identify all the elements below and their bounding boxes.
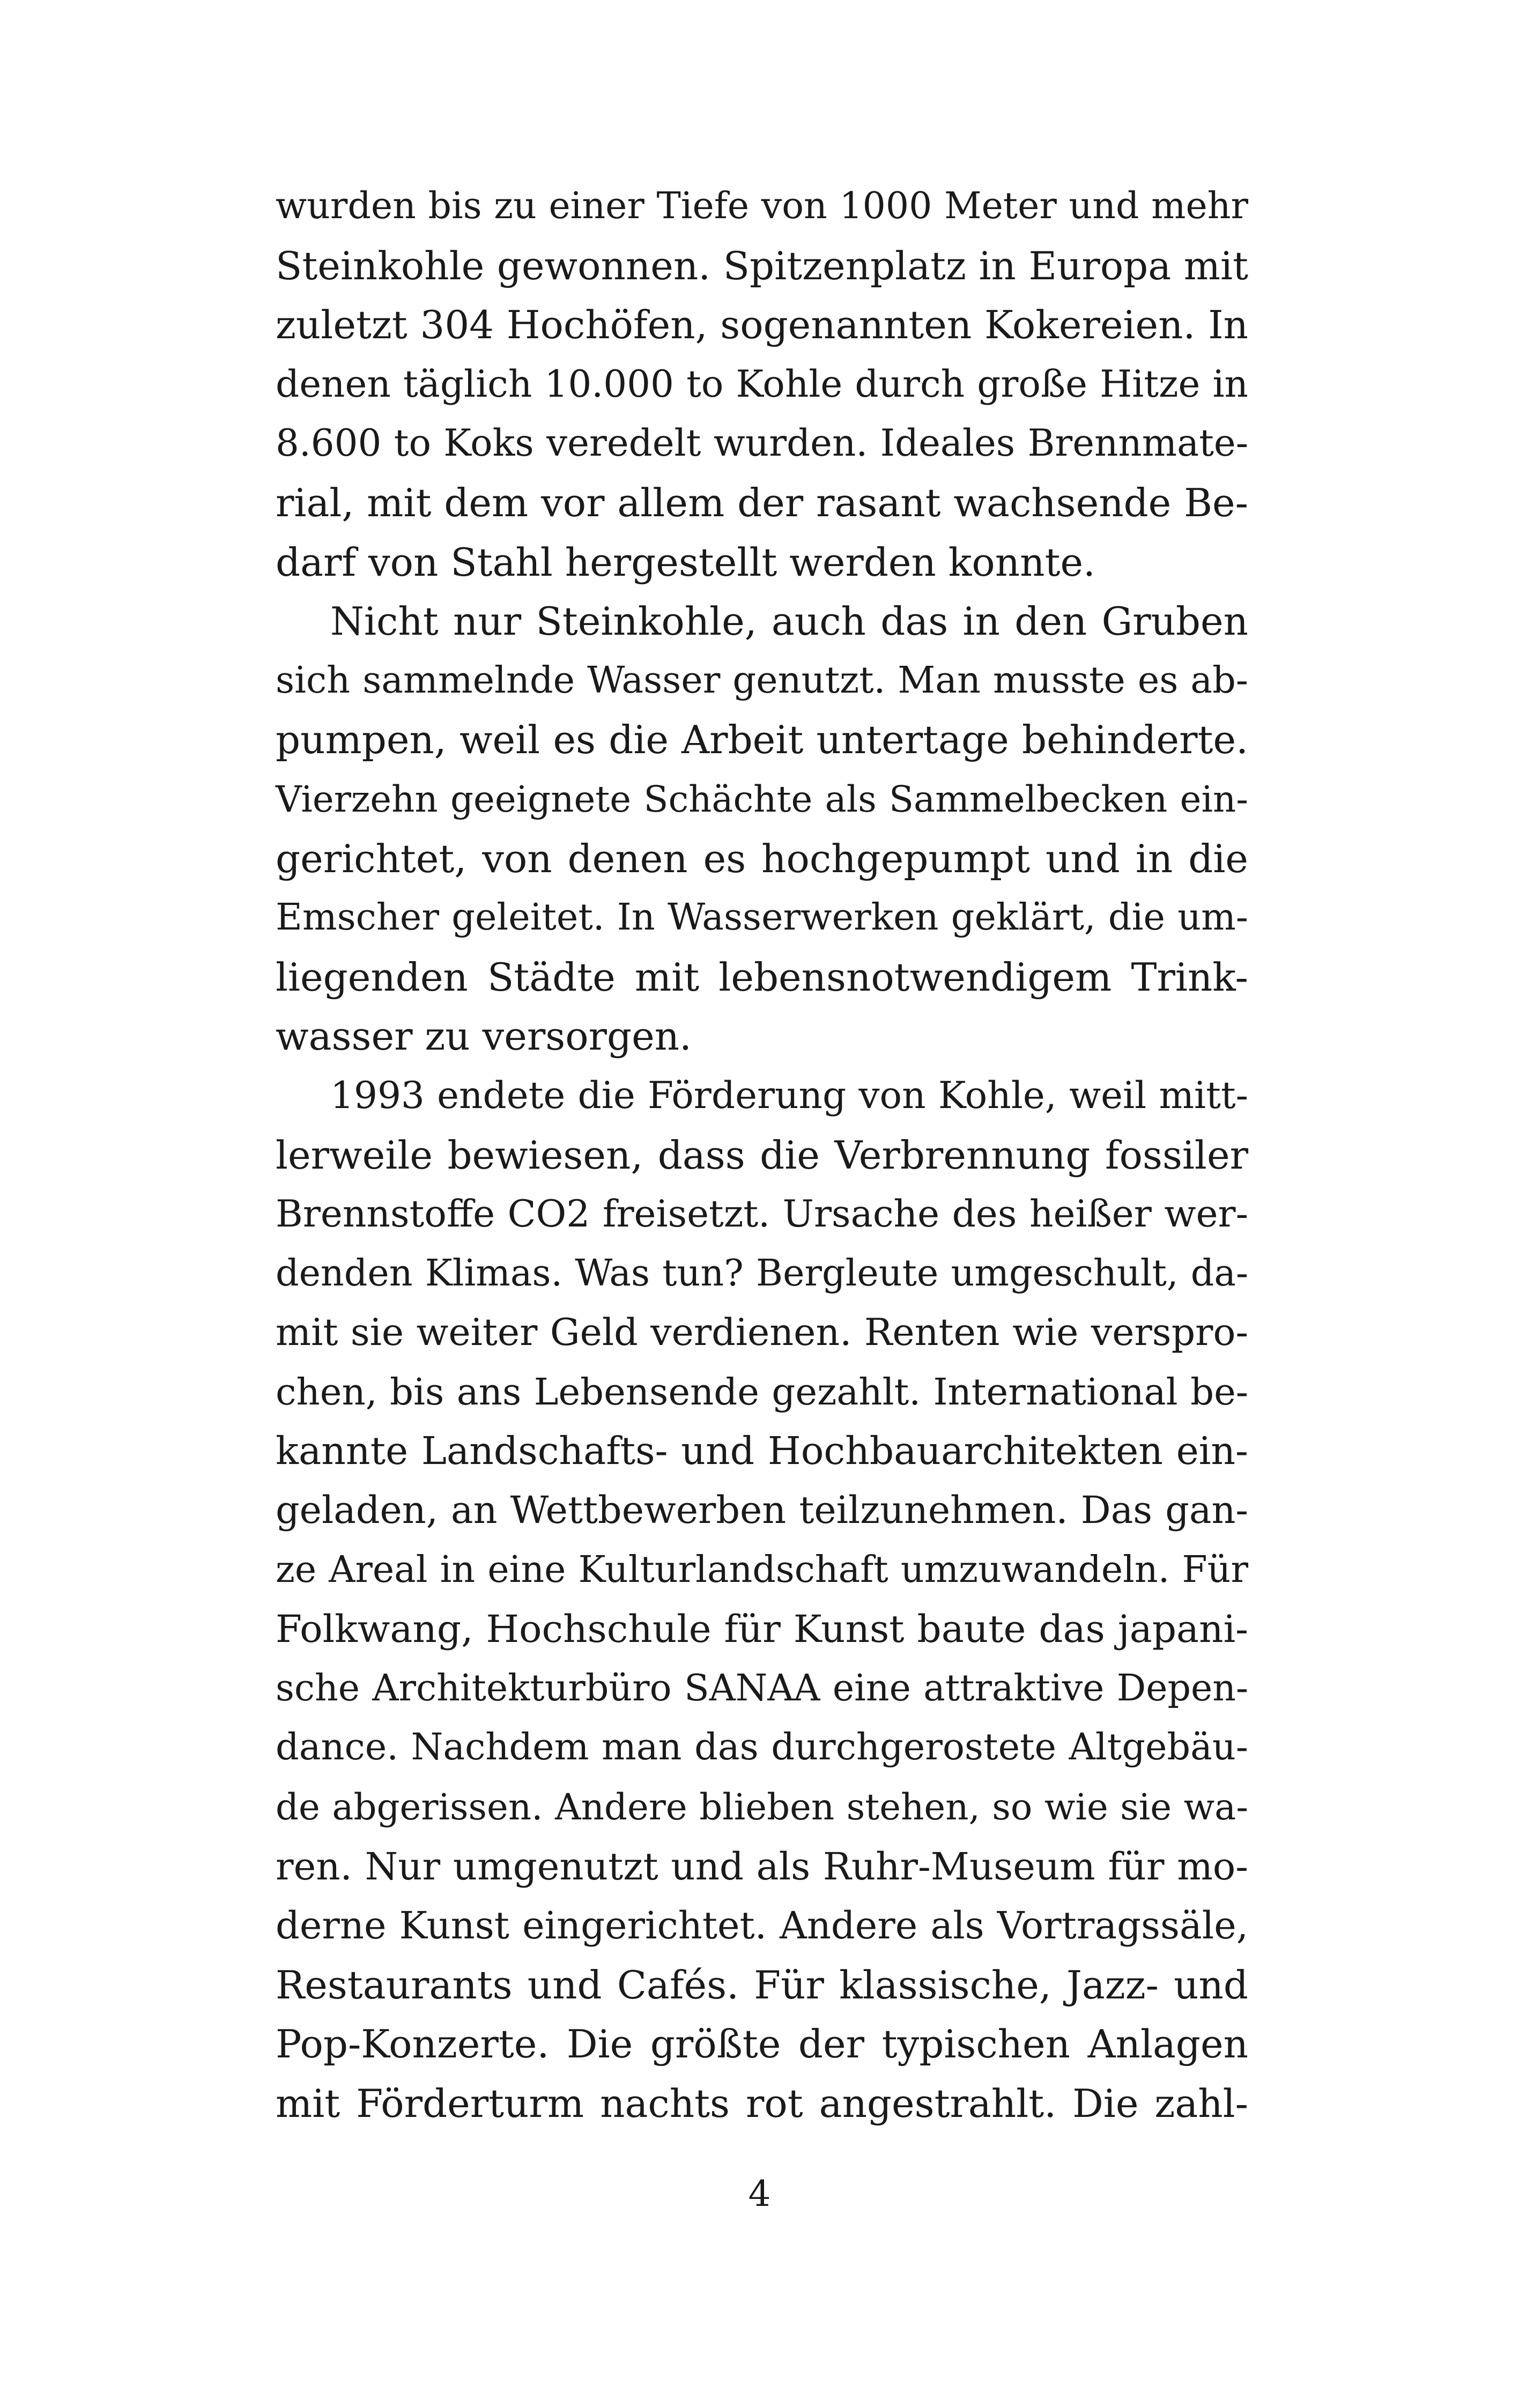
text-line: Steinkohle gewonnen. Spitzenplatz in Europa mit: [276, 243, 1248, 288]
text-line: pumpen, weil es die Arbeit untertage behinderte.: [276, 717, 1248, 763]
text-line: Pop-Konzerte. Die größte der typischen Anlagen: [276, 2021, 1248, 2067]
text-line: sche Architekturbüro SANAA eine attraktive Depen-: [276, 1667, 1248, 1710]
text-line: dance. Nachdem man das durchgerostete Altgebäu-: [276, 1726, 1248, 1769]
text-line: Nicht nur Steinkohle, auch das in den Gruben: [330, 599, 1248, 644]
text-line: gerichtet, von denen es hochgepumpt und in die: [276, 836, 1248, 881]
text-line: Vierzehn geeignete Schächte als Sammelbecken ein-: [276, 778, 1248, 820]
text-line: darf von Stahl hergestellt werden konnte.: [276, 539, 1095, 585]
text-line: mit Förderturm nachts rot angestrahlt. Die zahl-: [276, 2081, 1248, 2126]
text-line: de abgerissen. Andere blieben stehen, so wie sie wa-: [276, 1786, 1248, 1829]
text-line: 1993 endete die Förderung von Kohle, weil mitt-: [330, 1074, 1248, 1117]
text-line: Emscher geleitet. In Wasserwerken geklärt, die um-: [276, 896, 1248, 939]
text-line: zuletzt 304 Hochöfen, sogenannten Kokereien. In: [276, 302, 1248, 348]
text-line: ren. Nur umgenutzt und als Ruhr-Museum für mo-: [276, 1844, 1248, 1889]
page-number: 4: [748, 2173, 771, 2214]
text-line: mit sie weiter Geld verdienen. Renten wie verspro-: [276, 1311, 1248, 1355]
text-line: rial, mit dem vor allem der rasant wachsende Be-: [276, 480, 1248, 525]
text-line: 8.600 to Koks veredelt wurden. Ideales Brennmate-: [276, 422, 1248, 465]
text-line: kannte Landschafts- und Hochbauarchitekten ein-: [276, 1429, 1248, 1474]
text-line: geladen, an Wettbewerben teilzunehmen. Das gan-: [276, 1489, 1248, 1533]
text-line: ze Areal in eine Kulturlandschaft umzuwandeln. Für: [276, 1548, 1248, 1591]
text-line: wasser zu versorgen.: [276, 1014, 692, 1059]
text-line: lerweile bewiesen, dass die Verbrennung fossiler: [276, 1132, 1248, 1178]
text-line: liegenden Städte mit lebensnotwendigem Trink-: [276, 954, 1248, 1000]
body-text: [276, 177, 1248, 2134]
text-line: Folkwang, Hochschule für Kunst baute das japani-: [276, 1607, 1248, 1652]
text-line: chen, bis ans Lebensende gezahlt. International be-: [276, 1370, 1248, 1414]
text-line: sich sammelnde Wasser genutzt. Man musste es ab-: [276, 659, 1248, 702]
text-line: Brennstoffe CO2 freisetzt. Ursache des heißer wer-: [276, 1193, 1248, 1236]
text-line: Restaurants und Cafés. Für klassische, Jazz- und: [276, 1962, 1248, 2008]
text-line: denen täglich 10.000 to Kohle durch große Hitze in: [276, 362, 1248, 406]
text-line: denden Klimas. Was tun? Bergleute umgeschult, da-: [276, 1252, 1248, 1295]
text-line: wurden bis zu einer Tiefe von 1000 Meter und mehr: [276, 185, 1248, 227]
text-line: derne Kunst eingerichtet. Andere als Vortragssäle,: [276, 1904, 1248, 1948]
